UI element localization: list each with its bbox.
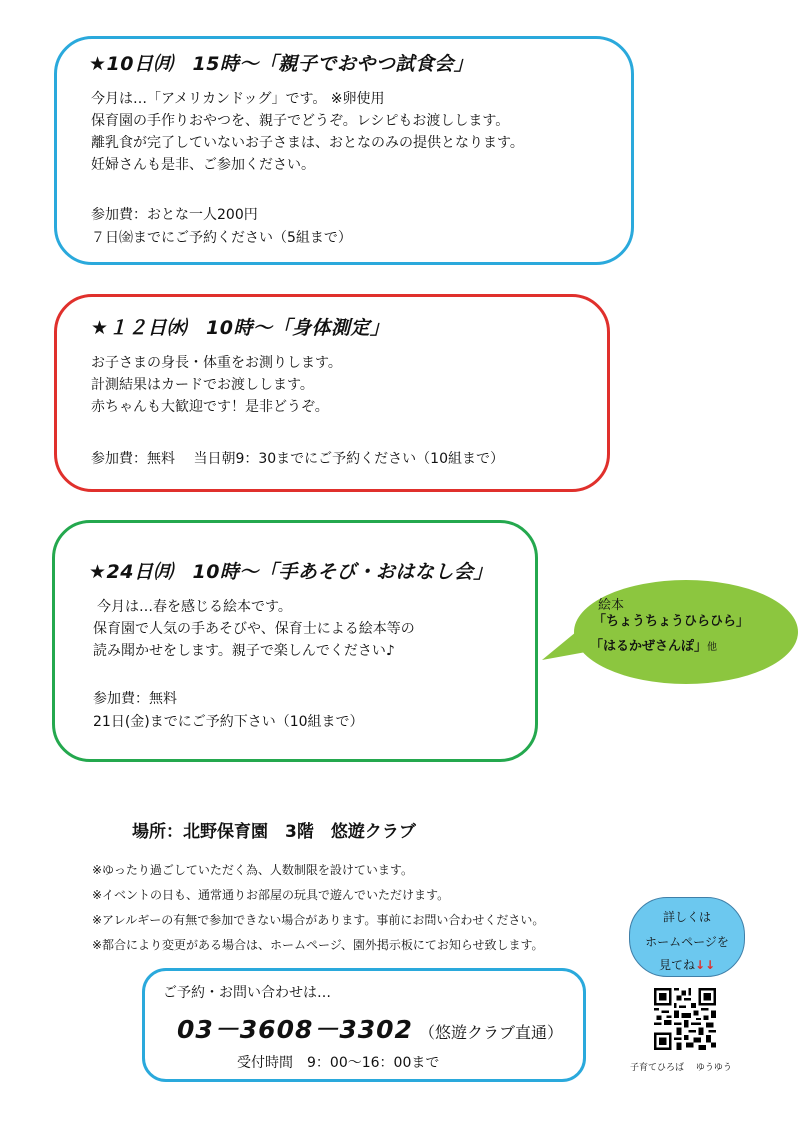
homepage-text: 詳しくは: [662, 910, 711, 924]
event-fee: 参加費：無料: [93, 691, 177, 707]
event-text-line: 保育園の手作りおやつを、親子でどうぞ。レシピもお渡しします。: [91, 113, 510, 129]
event-text-line: 妊婦さんも是非、ご参加ください。: [91, 157, 315, 173]
event-box-body-measurement: [54, 294, 610, 492]
reception-hours: 受付時間 9：00～16：00まで: [237, 1055, 440, 1071]
homepage-text: ホームページを: [645, 935, 729, 949]
event-text-line: 今月は…「アメリカンドッグ」です。 ※卵使用: [91, 91, 385, 107]
bubble-suffix: 他: [707, 642, 718, 653]
homepage-text: [630, 956, 744, 973]
event-text-line: お子さまの身長・体重をお測りします。: [91, 355, 342, 371]
event-deadline: 21日(金)までにご予約下さい（10組まで）: [93, 714, 364, 730]
event-text-line: 今月は…春を感じる絵本です。: [97, 599, 292, 615]
event-fee: 参加費：おとな一人200円: [91, 207, 258, 223]
bubble-title: 絵本: [597, 598, 624, 613]
event-text-line: 離乳食が完了していないお子さまは、おとなのみの提供となります。: [91, 135, 524, 151]
qr-caption: 子育てひろば ゆうゆう: [630, 1063, 732, 1073]
event-deadline: ７日㈮までにご予約ください（5組まで）: [91, 230, 352, 246]
note-line: ※イベントの日も、通常通りお部屋の玩具で遊んでいただけます。: [92, 888, 450, 902]
note-line: ※都合により変更がある場合は、ホームページ、園外掲示板にてお知らせ致します。: [92, 938, 544, 952]
contact-box: [142, 968, 586, 1082]
bubble-book-title-2: 「はるかぜさんぽ」: [590, 639, 708, 654]
note-line: ※ゆったり過ごしていただく為、人数制限を設けています。: [92, 863, 413, 877]
event-text-line: 保育園で人気の手あそびや、保育士による絵本等の: [93, 621, 415, 637]
homepage-badge[interactable]: [629, 897, 745, 977]
event-text-line: 計測結果はカードでお渡しします。: [91, 377, 314, 393]
down-arrow-icon: ↓↓: [694, 958, 716, 972]
note-line: ※アレルギーの有無で参加できない場合があります。事前にお問い合わせください。: [92, 913, 545, 927]
event-box-storytime: [52, 520, 538, 762]
phone-number[interactable]: 03－3608－3302: [177, 1015, 413, 1044]
event-heading: ★10日㈪ 15時～「親子でおやつ試食会」: [89, 53, 474, 75]
event-text-line: 読み聞かせをします。親子で楽しんでください♪: [93, 643, 395, 659]
event-box-snack-tasting: [54, 36, 634, 265]
contact-intro: ご予約・お問い合わせは…: [163, 985, 331, 1001]
bubble-book-title: [590, 637, 717, 658]
event-fee: 参加費：無料 当日朝9：30までにご予約ください（10組まで）: [91, 451, 504, 467]
homepage-text-3: 見てね: [658, 958, 695, 972]
bubble-book-title: 「ちょうちょうひらひら」: [592, 614, 749, 629]
location: 場所：北野保育園 3階 悠遊クラブ: [132, 822, 416, 842]
event-heading: ★１２日㈬ 10時～「身体測定」: [91, 317, 390, 339]
phone-line: [177, 1015, 563, 1049]
event-heading: ★24日㈪ 10時～「手あそび・おはなし会」: [89, 561, 493, 583]
event-text-line: 赤ちゃんも大歓迎です！是非どうぞ。: [91, 399, 329, 415]
phone-note: （悠遊クラブ直通）: [418, 1023, 563, 1042]
qr-code[interactable]: [654, 988, 716, 1050]
